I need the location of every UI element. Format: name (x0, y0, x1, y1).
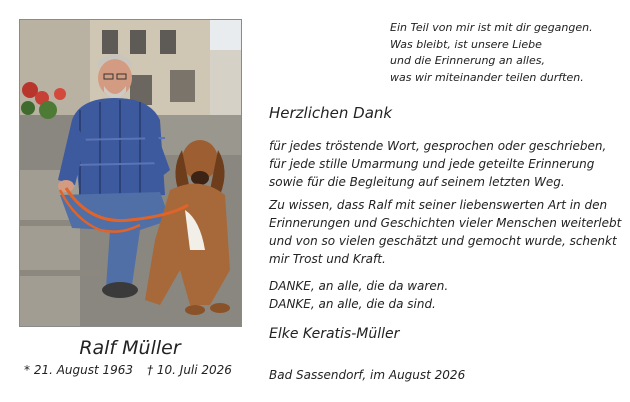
deceased-name: Ralf Müller (79, 337, 181, 359)
thanks-heading: Herzlichen Dank (269, 104, 393, 122)
text-line: für jede stille Umarmung und jede geteilte Erinnerung (269, 157, 595, 171)
poem-line: und die Erinnerung an alles, (390, 54, 545, 67)
text-line: und von so vielen geschätzt und gemocht wurde, schenkt (269, 234, 617, 248)
text-line: Erinnerungen und Geschichten vieler Menschen weiterlebt (269, 216, 622, 230)
memorial-photo (19, 19, 242, 327)
place-date: Bad Sassendorf, im August 2026 (269, 368, 466, 382)
memorial-poem (390, 20, 593, 86)
signature: Elke Keratis-Müller (269, 326, 400, 342)
text-line: mir Trost und Kraft. (269, 252, 386, 266)
poem-line: was wir miteinander teilen durften. (390, 70, 584, 84)
poem-line: Was bleibt, ist unsere Liebe (390, 37, 542, 51)
text-line: DANKE, an alle, die da waren. (269, 279, 449, 293)
thanks-paragraph-3 (269, 277, 448, 313)
thanks-paragraph-2 (269, 196, 621, 268)
death-date: † 10. Juli 2026 (147, 363, 232, 377)
poem-line: Ein Teil von mir ist mit dir gegangen. (390, 21, 593, 34)
life-dates (24, 363, 232, 377)
man-with-dog-photo (20, 20, 241, 326)
text-line: DANKE, an alle, die da sind. (269, 297, 436, 311)
text-line: Zu wissen, dass Ralf mit seiner liebenswerten Art in den (269, 198, 608, 212)
birth-date: * 21. August 1963 (24, 363, 134, 377)
thanks-paragraph-1 (269, 137, 606, 191)
text-line: für jedes tröstende Wort, gesprochen oder geschrieben, (269, 139, 607, 153)
text-line: sowie für die Begleitung auf seinem letzten Weg. (269, 175, 565, 189)
